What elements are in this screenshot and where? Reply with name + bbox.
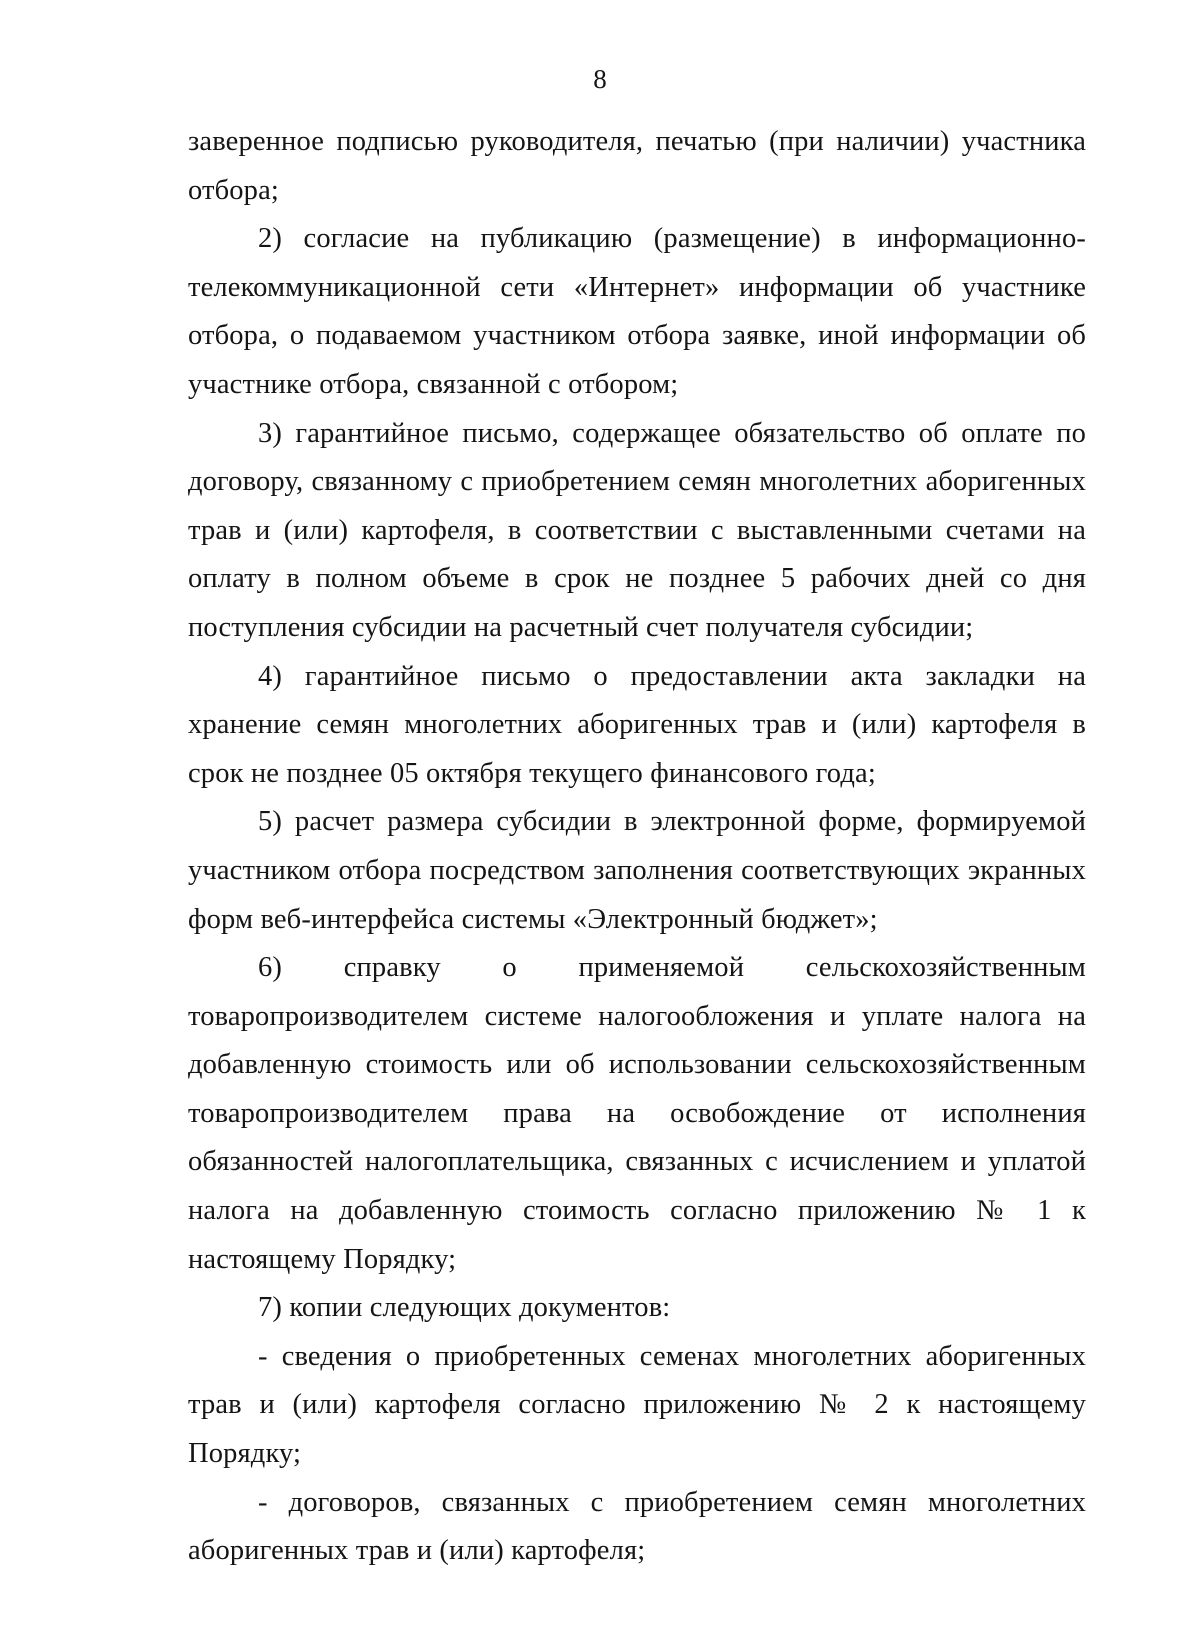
paragraph-item-6: 6) справку о применяемой сельскохозяйственным товаропроизводителем системе налогообложения и уплате налога на добавленную стоимость или об использовании сельскохозяйственным товаропроизводителем права на освобождение от исполнения обязанностей налогоплательщика, связанных с исчислением и уплатой налога на добавленную стоимость согласно приложению № 1 к настоящему Порядку; [188, 952, 1086, 1275]
paragraph-item-2: 2) согласие на публикацию (размещение) в информационно-телекоммуникационной сети «Интернет» информации об участнике отбора, о подаваемом участником отбора заявке, иной информации об участнике отбора, связанной с отбором; [188, 223, 1086, 400]
paragraph-subitem-info: - сведения о приобретенных семенах многолетних аборигенных трав и (или) картофеля согласно приложению № 2 к настоящему Порядку; [188, 1340, 1086, 1470]
page-number: 8 [593, 64, 607, 94]
paragraph-continuation: заверенное подписью руководителя, печатью (при наличии) участника отбора; [188, 126, 1086, 206]
paragraph-item-5: 5) расчет размера субсидии в электронной форме, формируемой участником отбора посредством заполнения соответствующих экранных форм веб-интерфейса системы «Электронный бюджет»; [188, 806, 1086, 935]
document-body [188, 118, 1086, 1576]
paragraph-item-4: 4) гарантийное письмо о предоставлении акта закладки на хранение семян многолетних аборигенных трав и (или) картофеля в срок не позднее 05 октября текущего финансового года; [188, 660, 1086, 789]
paragraph-item-7: 7) копии следующих документов: [258, 1292, 671, 1324]
paragraph-item-3: 3) гарантийное письмо, содержащее обязательство об оплате по договору, связанному с приобретением семян многолетних аборигенных трав и (или) картофеля, в соответствии с выставленными счетами на оплату в полном объеме в срок не позднее 5 рабочих дней со дня поступления субсидии на расчетный счет получателя субсидии; [188, 417, 1086, 643]
paragraph-subitem-contracts: - договоров, связанных с приобретением семян многолетних аборигенных трав и (или) картофеля; [188, 1486, 1086, 1567]
